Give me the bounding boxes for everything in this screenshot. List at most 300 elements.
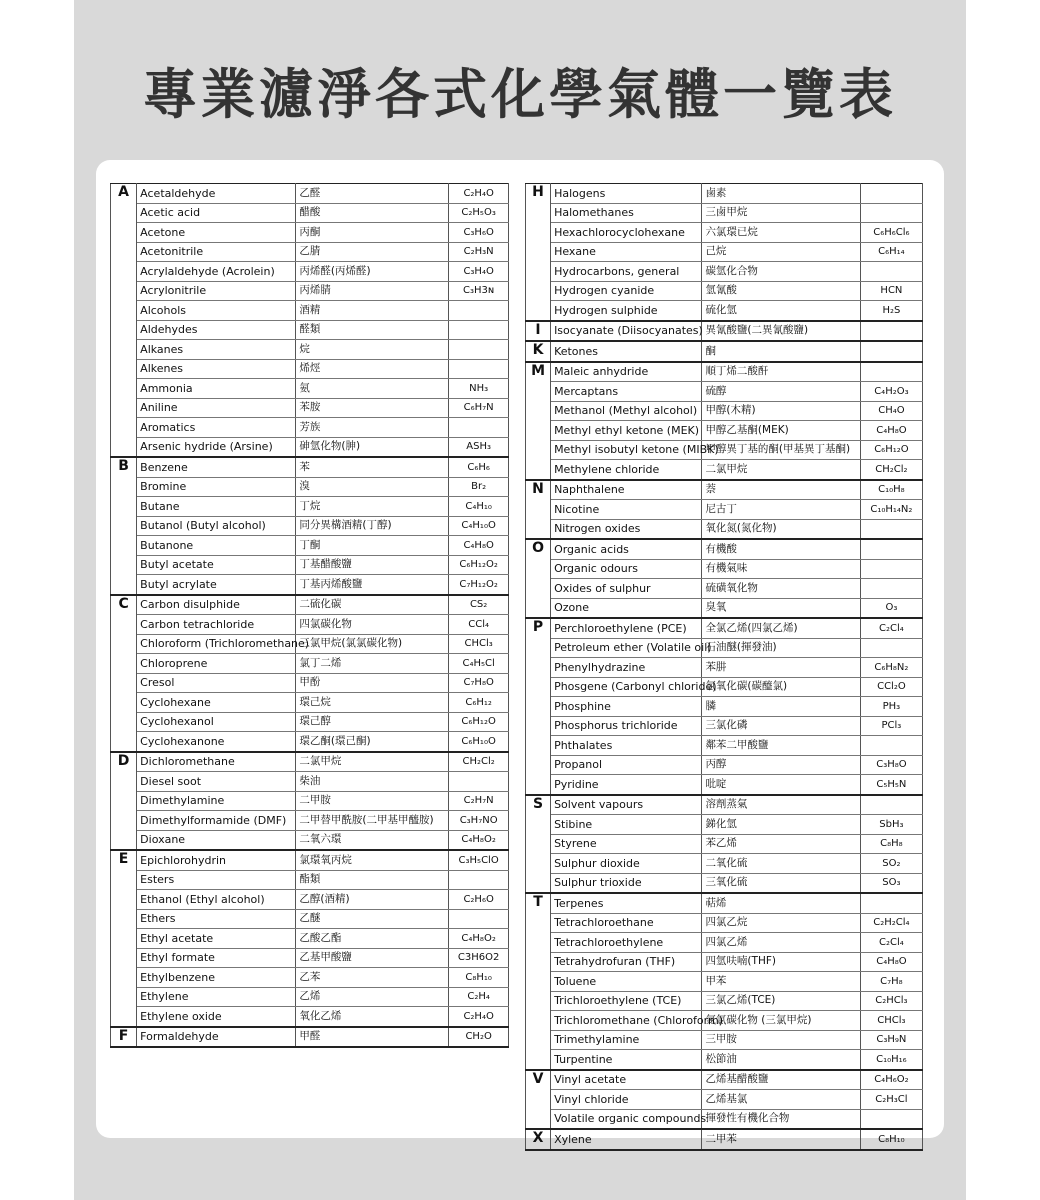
formula-cell: C₃H₅ClO [449,850,509,870]
english-name-cell: Ethylene oxide [137,1007,296,1027]
table-row [526,500,923,520]
chinese-name-cell: 己烷 [702,242,860,262]
table-row [111,752,509,772]
english-name-cell: Maleic anhydride [551,362,702,382]
chinese-name-cell: 丁基丙烯酸鹽 [296,575,449,595]
english-name-cell: Hydrogen sulphide [551,301,702,321]
english-name-cell: Cresol [137,673,296,693]
formula-cell: CCl₄ [449,615,509,635]
chinese-name-cell: 銻化氫 [702,815,860,835]
english-name-cell: Ozone [551,598,702,618]
english-name-cell: Esters [137,870,296,890]
english-name-cell: Hexachlorocyclohexane [551,223,702,243]
english-name-cell: Vinyl acetate [551,1070,702,1090]
formula-cell: C₃H₆O [449,223,509,243]
formula-cell: C₄H₈O₂ [449,929,509,949]
table-row [111,575,509,595]
formula-cell: ASH₃ [449,437,509,457]
table-row [526,598,923,618]
table-row [526,697,923,717]
formula-cell: CS₂ [449,595,509,615]
table-row [111,615,509,635]
formula-cell: C₂H₂Cl₄ [860,913,922,933]
chinese-name-cell: 環己烷 [296,693,449,713]
table-row [111,870,509,890]
formula-cell: C₂H₃Cl [860,1090,922,1110]
table-row [111,184,509,204]
formula-cell: SO₂ [860,854,922,874]
formula-cell: C₂Cl₄ [860,933,922,953]
chinese-name-cell: 二甲替甲酰胺(二甲基甲醯胺) [296,811,449,831]
chinese-name-cell: 萘 [702,480,860,500]
chinese-name-cell: 苯胺 [296,398,449,418]
english-name-cell: Pyridine [551,775,702,795]
formula-cell: C₂H₄ [449,987,509,1007]
table-row [111,712,509,732]
english-name-cell: Xylene [551,1129,702,1150]
formula-cell: PH₃ [860,697,922,717]
formula-cell: C₂H₃N [449,242,509,262]
chinese-name-cell: 烷 [296,340,449,360]
chinese-name-cell: 酮 [702,341,860,362]
chinese-name-cell: 二硫化碳 [296,595,449,615]
group-letter: F [111,1027,137,1048]
table-row [526,301,923,321]
english-name-cell: Tetrachloroethylene [551,933,702,953]
group-letter: I [526,321,551,342]
table-row [111,418,509,438]
table-row [111,811,509,831]
table-row [526,539,923,559]
formula-cell: C₁₀H₁₄N₂ [860,500,922,520]
english-name-cell: Butane [137,497,296,517]
table-row [111,223,509,243]
chinese-name-cell: 三甲胺 [702,1030,860,1050]
chinese-name-cell: 三氯乙烯(TCE) [702,991,860,1011]
english-name-cell: Acrylaldehyde (Acrolein) [137,262,296,282]
group-letter: A [111,184,137,458]
formula-cell: C₈H₈ [860,834,922,854]
chinese-name-cell: 松節油 [702,1050,860,1070]
chinese-name-cell: 丙烯醛(丙烯醛) [296,262,449,282]
english-name-cell: Alkenes [137,359,296,379]
table-row [526,736,923,756]
table-row [526,834,923,854]
chinese-name-cell: 尼古丁 [702,500,860,520]
formula-cell: C₁₀H₈ [860,480,922,500]
english-name-cell: Benzene [137,457,296,477]
chinese-name-cell: 硫化氫 [702,301,860,321]
english-name-cell: Ethyl formate [137,948,296,968]
chinese-name-cell: 鹵素 [702,184,860,204]
chemical-table-left [110,183,509,1048]
table-row [526,893,923,913]
english-name-cell: Tetrachloroethane [551,913,702,933]
table-row [111,634,509,654]
chinese-name-cell: 異氰酸鹽(二異氰酸鹽) [702,321,860,342]
group-letter: B [111,457,137,595]
english-name-cell: Bromine [137,477,296,497]
table-row [526,1109,923,1129]
formula-cell: C₄H₁₀O [449,516,509,536]
table-row [526,1070,923,1090]
english-name-cell: Organic acids [551,539,702,559]
formula-cell: C₄H₈O [449,536,509,556]
english-name-cell: Aldehydes [137,320,296,340]
table-row [111,359,509,379]
formula-cell [449,301,509,321]
english-name-cell: Carbon tetrachloride [137,615,296,635]
english-name-cell: Methylene chloride [551,460,702,480]
table-row [111,772,509,792]
group-letter: K [526,341,551,362]
table-row [526,1129,923,1150]
english-name-cell: Hydrocarbons, general [551,262,702,282]
chinese-name-cell: 乙酸乙酯 [296,929,449,949]
formula-cell: C₆H₁₂O₂ [449,555,509,575]
formula-cell: C₄H₂O₃ [860,382,922,402]
english-name-cell: Formaldehyde [137,1027,296,1048]
formula-cell [860,736,922,756]
table-row [111,909,509,929]
table-row [526,480,923,500]
group-letter: X [526,1129,551,1150]
formula-cell [860,559,922,579]
english-name-cell: Ammonia [137,379,296,399]
chinese-name-cell: 乙烯 [296,987,449,1007]
english-name-cell: Toluene [551,972,702,992]
english-name-cell: Dichloromethane [137,752,296,772]
chinese-name-cell: 四氫呋喃(THF) [702,952,860,972]
chinese-name-cell: 乙醚 [296,909,449,929]
table-row [526,618,923,638]
table-row [111,929,509,949]
formula-cell: C₄H₈O [860,952,922,972]
chinese-name-cell: 乙醛 [296,184,449,204]
table-row [111,320,509,340]
english-name-cell: Phenylhydrazine [551,658,702,678]
formula-cell: C₇H₁₂O₂ [449,575,509,595]
chinese-name-cell: 氧化氮(氮化物) [702,519,860,539]
english-name-cell: Terpenes [551,893,702,913]
chinese-name-cell: 氨 [296,379,449,399]
chinese-name-cell: 乙醇(酒精) [296,890,449,910]
english-name-cell: Methanol (Methyl alcohol) [551,401,702,421]
table-row [526,341,923,362]
formula-cell: C₁₀H₁₆ [860,1050,922,1070]
english-name-cell: Diesel soot [137,772,296,792]
formula-cell: SbH₃ [860,815,922,835]
english-name-cell: Nicotine [551,500,702,520]
english-name-cell: Trichloromethane (Chloroform) [551,1011,702,1031]
group-letter: H [526,184,551,321]
english-name-cell: Halogens [551,184,702,204]
table-row [526,440,923,460]
table-row [526,1011,923,1031]
table-row [111,281,509,301]
table-row [526,184,923,204]
formula-cell: CH₂O [449,1027,509,1048]
chinese-name-cell: 甲醇乙基酮(MEK) [702,421,860,441]
chinese-name-cell: 乙烯基醋酸鹽 [702,1070,860,1090]
english-name-cell: Ethanol (Ethyl alcohol) [137,890,296,910]
english-name-cell: Butanone [137,536,296,556]
chinese-name-cell: 四氯碳化物 [296,615,449,635]
chinese-name-cell: 甲酚 [296,673,449,693]
chinese-name-cell: 乙苯 [296,968,449,988]
formula-cell: C₃H₄O [449,262,509,282]
formula-cell: C₆H₁₂O [860,440,922,460]
english-name-cell: Ethylbenzene [137,968,296,988]
table-row [111,457,509,477]
table-row [111,890,509,910]
table-row [526,559,923,579]
table-row [526,1090,923,1110]
formula-cell [860,893,922,913]
formula-cell: PCl₃ [860,716,922,736]
english-name-cell: Ethyl acetate [137,929,296,949]
formula-cell: C₆H₇N [449,398,509,418]
table-row [526,203,923,223]
formula-cell: C₃H₇NO [449,811,509,831]
chinese-name-cell: 有機酸 [702,539,860,559]
chinese-name-cell: 二氧化硫 [702,854,860,874]
chinese-name-cell: 六氯環已烷 [702,223,860,243]
english-name-cell: Phthalates [551,736,702,756]
english-name-cell: Methyl ethyl ketone (MEK) [551,421,702,441]
english-name-cell: Isocyanate (Diisocyanates) [551,321,702,342]
formula-cell: CH₂Cl₂ [449,752,509,772]
english-name-cell: Mercaptans [551,382,702,402]
english-name-cell: Cyclohexanone [137,732,296,752]
table-row [111,497,509,517]
table-row [111,850,509,870]
table-row [526,362,923,382]
table-row [526,1030,923,1050]
english-name-cell: Chloroprene [137,654,296,674]
group-letter: V [526,1070,551,1130]
table-row [111,968,509,988]
formula-cell: CCl₂O [860,677,922,697]
chinese-name-cell: 四氯乙烷 [702,913,860,933]
english-name-cell: Halomethanes [551,203,702,223]
formula-cell: C3H6O2 [449,948,509,968]
formula-cell [860,362,922,382]
chinese-name-cell: 四氯乙烯 [702,933,860,953]
formula-cell [860,203,922,223]
chinese-name-cell: 臭氧 [702,598,860,618]
english-name-cell: Sulphur dioxide [551,854,702,874]
english-name-cell: Hydrogen cyanide [551,281,702,301]
chinese-name-cell: 氯氯碳化物 (三氯甲烷) [702,1011,860,1031]
formula-cell: C₄H₅Cl [449,654,509,674]
formula-cell: C₂H₅O₃ [449,203,509,223]
chinese-name-cell: 甲苯 [702,972,860,992]
formula-cell: C₂Cl₄ [860,618,922,638]
english-name-cell: Carbon disulphide [137,595,296,615]
formula-cell: SO₃ [860,873,922,893]
table-row [111,830,509,850]
formula-cell: C₆H₁₂O [449,712,509,732]
chinese-name-cell: 苯乙烯 [702,834,860,854]
english-name-cell: Chloroform (Trichloromethane) [137,634,296,654]
chinese-name-cell: 乙基甲酸鹽 [296,948,449,968]
chinese-name-cell: 二氯甲烷 [702,460,860,480]
english-name-cell: Ethylene [137,987,296,1007]
formula-cell [860,1109,922,1129]
formula-cell: HCN [860,281,922,301]
formula-cell: C₄H₆O₂ [860,1070,922,1090]
english-name-cell: Petroleum ether (Volatile oil) [551,638,702,658]
english-name-cell: Vinyl chloride [551,1090,702,1110]
chinese-name-cell: 氧化乙烯 [296,1007,449,1027]
table-row [111,203,509,223]
formula-cell: C₆H₁₀O [449,732,509,752]
chinese-name-cell: 氯丁二烯 [296,654,449,674]
formula-cell: NH₃ [449,379,509,399]
table-row [526,1050,923,1070]
table-row [526,262,923,282]
chinese-name-cell: 順丁烯二酸酐 [702,362,860,382]
english-name-cell: Trimethylamine [551,1030,702,1050]
table-row [526,579,923,599]
chinese-name-cell: 烯烴 [296,359,449,379]
english-name-cell: Solvent vapours [551,795,702,815]
english-name-cell: Butanol (Butyl alcohol) [137,516,296,536]
formula-cell [449,340,509,360]
formula-cell [449,909,509,929]
chinese-name-cell: 丁酮 [296,536,449,556]
chinese-name-cell: 三氧化硫 [702,873,860,893]
table-row [526,795,923,815]
group-letter: M [526,362,551,480]
english-name-cell: Phosgene (Carbonyl chloride) [551,677,702,697]
table-row [111,516,509,536]
formula-cell: C₄H₈O [860,421,922,441]
english-name-cell: Tetrahydrofuran (THF) [551,952,702,972]
table-row [111,536,509,556]
english-name-cell: Phosphine [551,697,702,717]
formula-cell: C₇H₈O [449,673,509,693]
formula-cell [449,320,509,340]
english-name-cell: Acetonitrile [137,242,296,262]
english-name-cell: Volatile organic compounds [551,1109,702,1129]
table-row [111,379,509,399]
table-row [526,677,923,697]
formula-cell [449,418,509,438]
table-row [526,421,923,441]
english-name-cell: Acetic acid [137,203,296,223]
formula-cell: C₆H₈N₂ [860,658,922,678]
table-row [526,991,923,1011]
chinese-name-cell: 乙烯基氯 [702,1090,860,1110]
formula-cell: C₄H₁₀ [449,497,509,517]
chinese-name-cell: 鄰苯二甲酸鹽 [702,736,860,756]
formula-cell: C₈H₁₀ [860,1129,922,1150]
formula-cell: CHCl₃ [449,634,509,654]
english-name-cell: Dimethylformamide (DMF) [137,811,296,831]
english-name-cell: Acetone [137,223,296,243]
english-name-cell: Ethers [137,909,296,929]
english-name-cell: Trichloroethylene (TCE) [551,991,702,1011]
chinese-name-cell: 柴油 [296,772,449,792]
group-letter: N [526,480,551,540]
chinese-name-cell: 環乙酮(環己酮) [296,732,449,752]
chinese-name-cell: 甲醇(木精) [702,401,860,421]
table-row [111,987,509,1007]
table-row [111,262,509,282]
chinese-name-cell: 芳族 [296,418,449,438]
formula-cell: CHCl₃ [860,1011,922,1031]
table-row [526,401,923,421]
table-row [111,437,509,457]
table-row [526,242,923,262]
table-row [111,673,509,693]
formula-cell [860,638,922,658]
chinese-name-cell: 酒精 [296,301,449,321]
chinese-name-cell: 膦 [702,697,860,717]
table-row [526,854,923,874]
formula-cell [860,321,922,342]
chinese-name-cell: 二甲苯 [702,1129,860,1150]
chinese-name-cell: 二氯甲烷 [296,752,449,772]
english-name-cell: Acrylonitrile [137,281,296,301]
group-letter: S [526,795,551,894]
chinese-name-cell: 揮發性有機化合物 [702,1109,860,1129]
english-name-cell: Organic odours [551,559,702,579]
group-letter: T [526,893,551,1070]
english-name-cell: Acetaldehyde [137,184,296,204]
table-row [526,519,923,539]
chinese-name-cell: 二氧六環 [296,830,449,850]
table-row [111,693,509,713]
table-row [526,281,923,301]
table-row [111,340,509,360]
formula-cell [860,519,922,539]
table-row [111,301,509,321]
chinese-name-cell: 丁烷 [296,497,449,517]
chemical-table-right-body [526,184,923,1150]
chinese-name-cell: 氯環氧丙烷 [296,850,449,870]
table-row [526,658,923,678]
chinese-name-cell: 二甲胺 [296,791,449,811]
chinese-name-cell: 環己醇 [296,712,449,732]
english-name-cell: Oxides of sulphur [551,579,702,599]
english-name-cell: Perchloroethylene (PCE) [551,618,702,638]
formula-cell: C₄H₈O₂ [449,830,509,850]
chinese-name-cell: 醋酸 [296,203,449,223]
table-row [111,1027,509,1048]
chinese-name-cell: 石油醚(揮發油) [702,638,860,658]
table-row [526,321,923,342]
english-name-cell: Butyl acrylate [137,575,296,595]
english-name-cell: Alcohols [137,301,296,321]
table-row [526,815,923,835]
formula-cell: C₆H₆ [449,457,509,477]
formula-cell: C₃H₉N [860,1030,922,1050]
formula-cell: C₅H₅N [860,775,922,795]
formula-cell [449,772,509,792]
chinese-name-cell: 苯 [296,457,449,477]
english-name-cell: Naphthalene [551,480,702,500]
formula-cell: O₃ [860,598,922,618]
chinese-name-cell: 三氯甲烷(氯氯碳化物) [296,634,449,654]
formula-cell [860,184,922,204]
chinese-name-cell: 丙酮 [296,223,449,243]
formula-cell: C₂H₄O [449,184,509,204]
formula-cell [449,870,509,890]
english-name-cell: Butyl acetate [137,555,296,575]
